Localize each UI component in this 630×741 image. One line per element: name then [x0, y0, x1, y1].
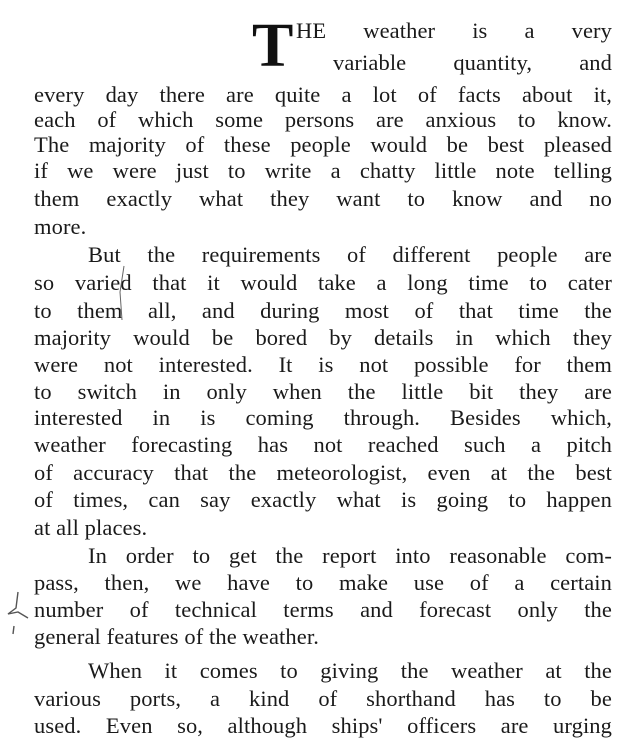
text-line: of accuracy that the meteorologist, even at the best	[34, 460, 612, 485]
text-line: But the requirements of different people are	[88, 242, 612, 267]
text-line: interested in is coming through. Besides which,	[34, 405, 612, 430]
text-line: various ports, a kind of shorthand has to be	[34, 686, 612, 711]
text-line: variable quantity, and	[333, 50, 612, 75]
text-line: general features of the weather.	[34, 624, 319, 649]
text-line: When it comes to giving the weather at the	[88, 658, 612, 683]
text-line: to switch in only when the little bit they are	[34, 379, 612, 404]
text-pencil-mark-icon	[112, 262, 132, 324]
text-line: at all places.	[34, 515, 148, 540]
text-line: were not interested. It is not possible for them	[34, 352, 612, 377]
text-line: of times, can say exactly what is going to happen	[34, 487, 612, 512]
text-line: weather forecasting has not reached such a pitch	[34, 432, 612, 457]
text-line: so varied that it would take a long time to cater	[34, 270, 612, 295]
drop-cap: T	[252, 12, 294, 80]
text-line: number of technical terms and forecast only the	[34, 597, 612, 622]
text-line: every day there are quite a lot of facts about it,	[34, 82, 612, 107]
margin-pencil-mark-icon	[4, 588, 34, 638]
text-line: majority would be bored by details in which they	[34, 325, 612, 350]
text-line: In order to get the report into reasonable com-	[88, 543, 612, 568]
text-line: HE weather is a very	[296, 18, 612, 43]
text-line: to them all, and during most of that time the	[34, 298, 612, 323]
text-line: them exactly what they want to know and no	[34, 186, 612, 211]
text-line: if we were just to write a chatty little note telling	[34, 158, 612, 183]
text-line: used. Even so, although ships' officers are urging	[34, 713, 612, 738]
text-line: more.	[34, 214, 87, 239]
text-line: pass, then, we have to make use of a certain	[34, 570, 612, 595]
text-line: each of which some persons are anxious to know.	[34, 107, 612, 132]
text-line: The majority of these people would be best pleased	[34, 132, 612, 157]
